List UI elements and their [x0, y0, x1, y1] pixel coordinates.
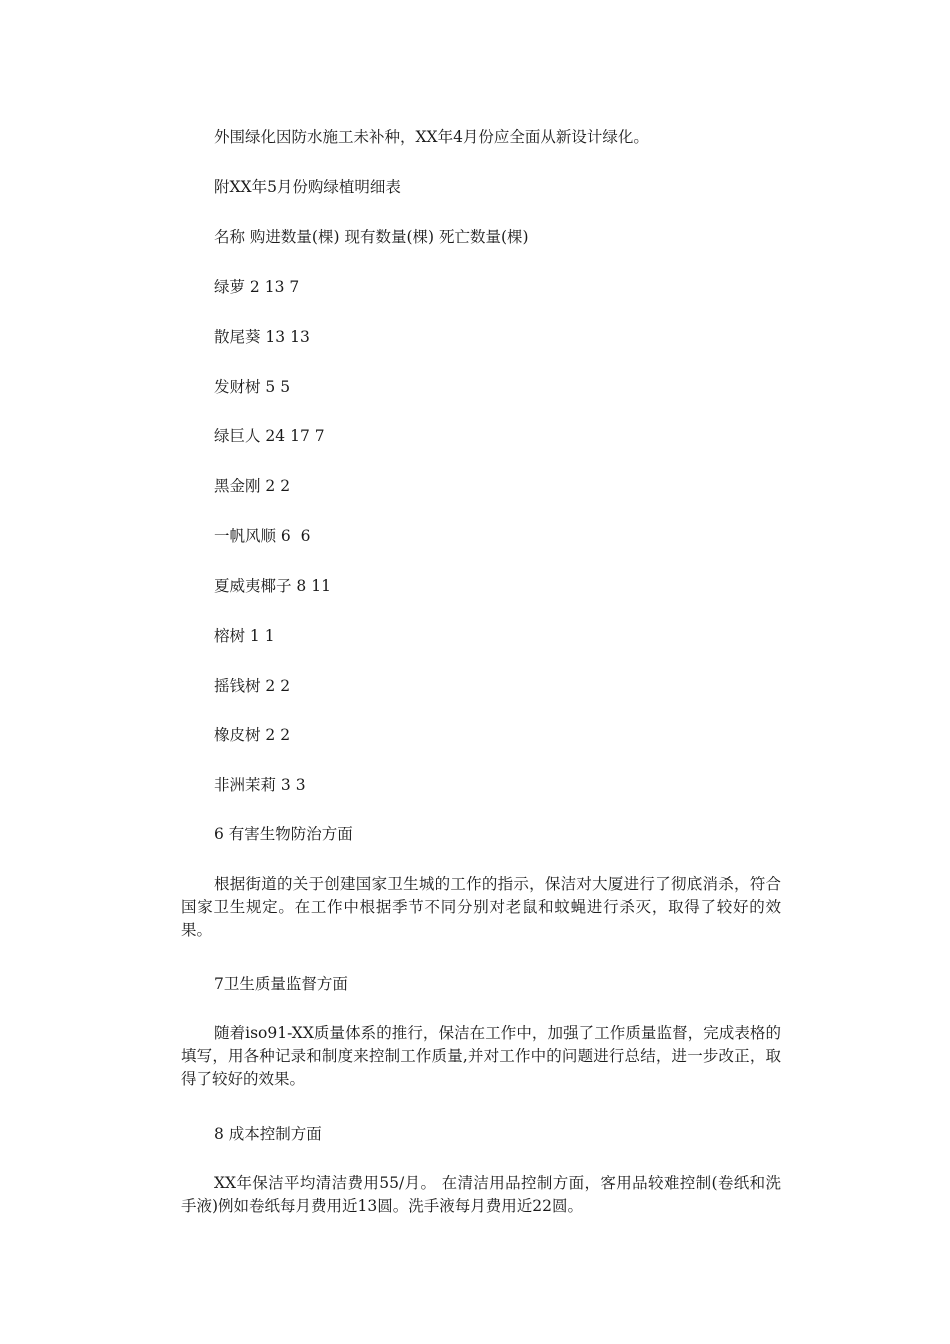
text-line-greening-plan: 外围绿化因防水施工未补种，XX年4月份应全面从新设计绿化。: [214, 128, 649, 146]
table-row: 散尾葵 13 13: [214, 328, 310, 346]
paragraph-quality: 随着iso91-XX质量体系的推行，保洁在工作中，加强了工作质量监督，完成表格的填写，用各种记录和制度来控制工作质量,并对工作中的问题进行总结，进一步改正，取得了较好的效果。: [181, 1024, 781, 1088]
table-header: 名称 购进数量(棵) 现有数量(棵) 死亡数量(棵): [214, 228, 529, 246]
paragraph-pest-control: 根据街道的关于创建国家卫生城的工作的指示，保洁对大厦进行了彻底消杀，符合国家卫生规定。在工作中根据季节不同分别对老鼠和蚊蝇进行杀灭，取得了较好的效果。: [181, 875, 781, 939]
table-row: 摇钱树 2 2: [214, 677, 291, 695]
table-row: 绿巨人 24 17 7: [214, 427, 325, 445]
section-heading-pest-control: 6 有害生物防治方面: [214, 825, 353, 843]
paragraph-cost: XX年保洁平均清洁费用55/月。 在清洁用品控制方面，客用品较难控制(卷纸和洗手液)例如卷纸每月费用近13圆。洗手液每月费用近22圆。: [181, 1174, 781, 1215]
table-row: 橡皮树 2 2: [214, 726, 291, 744]
table-row: 绿萝 2 13 7: [214, 278, 300, 296]
table-row: 一帆风顺 6 6: [214, 527, 311, 545]
table-row: 夏威夷椰子 8 11: [214, 577, 331, 595]
section-heading-cost: 8 成本控制方面: [214, 1125, 322, 1143]
table-row: 非洲茉莉 3 3: [214, 776, 306, 794]
table-row: 黑金刚 2 2: [214, 477, 291, 495]
table-caption: 附XX年5月份购绿植明细表: [214, 178, 401, 196]
table-row: 榕树 1 1: [214, 627, 275, 645]
table-row: 发财树 5 5: [214, 378, 291, 396]
section-heading-quality: 7卫生质量监督方面: [214, 975, 348, 993]
